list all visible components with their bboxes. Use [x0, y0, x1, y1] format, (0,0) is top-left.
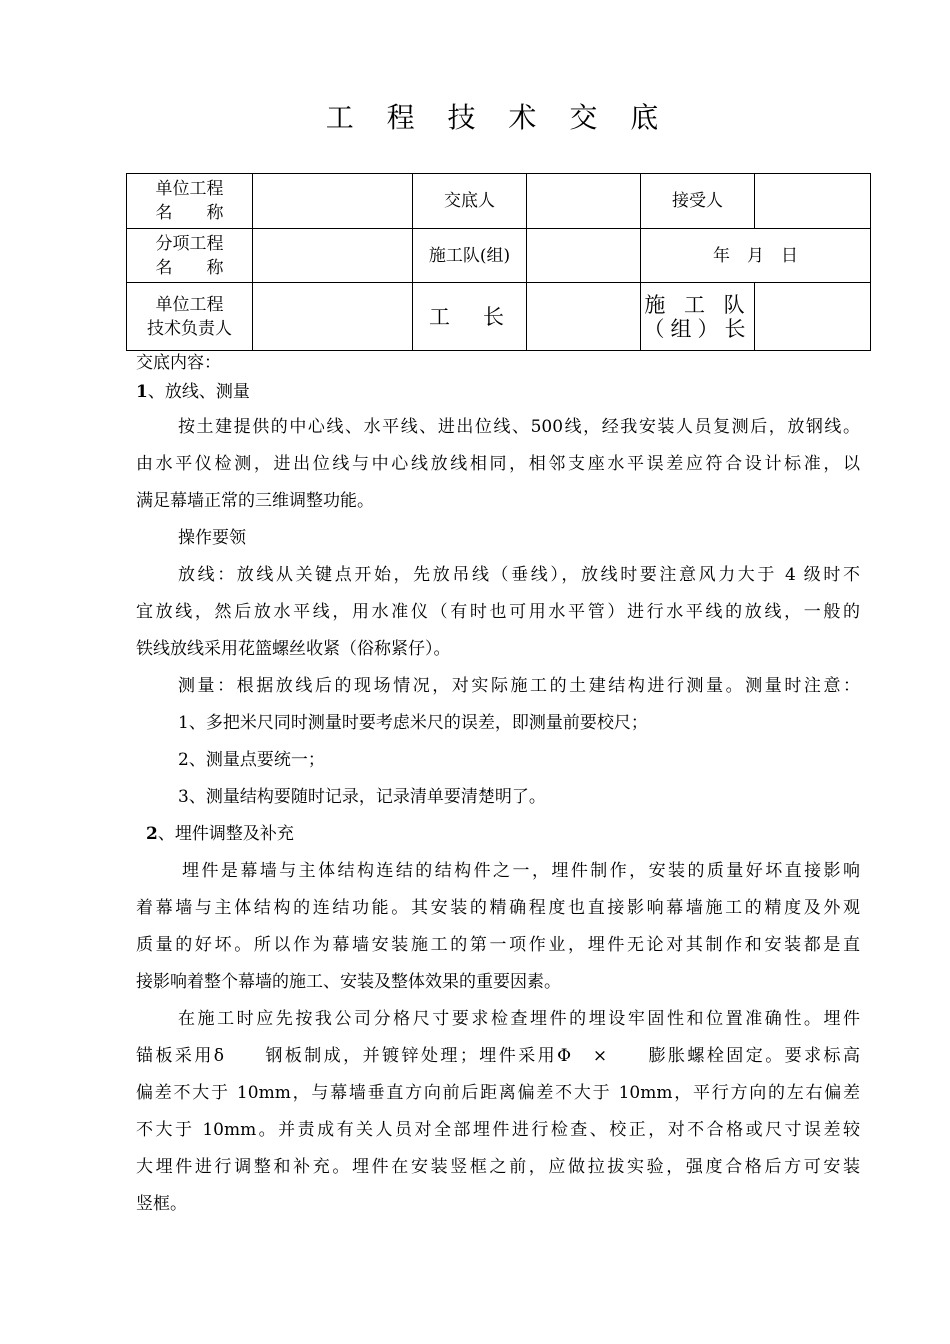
paragraph-line: 宜放线，然后放水平线，用水准仪（有时也可用水平管）进行水平线的放线，一般的	[136, 602, 860, 622]
table-row	[127, 283, 871, 351]
table-row	[127, 174, 871, 229]
receiver-value[interactable]	[755, 174, 871, 229]
header-table	[126, 173, 871, 351]
label-line: 分项工程	[155, 233, 224, 254]
construction-team-label: 施工队(组)	[413, 229, 527, 283]
technical-lead-value[interactable]	[253, 283, 413, 351]
presenter-value[interactable]	[527, 174, 641, 229]
paragraph-line: 满足幕墙正常的三维调整功能。	[136, 491, 374, 511]
sub-project-name-label	[127, 229, 253, 283]
paragraph-line: 竖框。	[136, 1194, 187, 1214]
section-title: 、放线、测量	[147, 382, 250, 402]
paragraph-line: 不大于 10mm。并责成有关人员对全部埋件进行检查、校正，对不合格或尺寸误差较	[136, 1120, 860, 1140]
label-line: 单位工程	[155, 294, 224, 315]
paragraph-line: 铁线放线采用花篮螺丝收紧（俗称紧仔）。	[136, 639, 451, 659]
section-title: 、埋件调整及补充	[157, 824, 294, 844]
team-leader-label	[641, 283, 755, 351]
paragraph-line: 大埋件进行调整和补充。埋件在安装竖框之前，应做拉拔实验，强度合格后方可安装	[136, 1157, 860, 1177]
label-line: 施 工 队	[644, 292, 751, 317]
list-item: 2、测量点要统一；	[178, 750, 325, 770]
paragraph-line: 着幕墙与主体结构的连结功能。其安装的精确程度也直接影响幕墙施工的精度及外观	[136, 898, 860, 918]
presenter-label: 交底人	[413, 174, 527, 229]
foreman-label: 工 长	[413, 283, 527, 351]
unit-project-name-label	[127, 174, 253, 229]
paragraph-line: 偏差不大于 10mm，与幕墙垂直方向前后距离偏差不大于 10mm，平行方向的左右偏差	[136, 1083, 860, 1103]
section-number: 1	[136, 382, 148, 402]
label-line: 技术负责人	[147, 318, 232, 339]
paragraph-line: 放线：放线从关键点开始，先放吊线（垂线），放线时要注意风力大于 4 级时不	[178, 565, 860, 585]
section-heading	[136, 816, 860, 853]
paragraph-line: 按土建提供的中心线、水平线、进出位线、500线，经我安装人员复测后，放钢线。	[178, 417, 860, 437]
label-line: 名 称	[155, 203, 224, 223]
list-item: 3、测量结构要随时记录，记录清单要清楚明了。	[178, 787, 546, 807]
receiver-label: 接受人	[641, 174, 755, 229]
content-label: 交底内容：	[136, 353, 221, 373]
page-title: 工 程 技 术 交 底	[325, 101, 671, 134]
table-row	[127, 229, 871, 283]
paragraph-line: 锚板采用δ 钢板制成，并镀锌处理；埋件采用Φ × 膨胀螺栓固定。要求标高	[136, 1046, 860, 1066]
label-line: 名 称	[155, 257, 224, 278]
team-leader-value[interactable]	[755, 283, 871, 351]
content-body	[136, 350, 860, 1223]
unit-project-name-value[interactable]	[253, 174, 413, 229]
technical-lead-label	[127, 283, 253, 351]
paragraph-line: 由水平仪检测，进出位线与中心线放线相同，相邻支座水平误差应符合设计标准，以	[136, 454, 860, 474]
date-field[interactable]: 年 月 日	[641, 229, 871, 283]
paragraph-line: 埋件是幕墙与主体结构连结的结构件之一，埋件制作，安装的质量好坏直接影响	[182, 861, 860, 881]
section-number: 2	[146, 824, 158, 844]
foreman-value[interactable]	[527, 283, 641, 351]
paragraph-line: 测量：根据放线后的现场情况，对实际施工的土建结构进行测量。测量时注意：	[178, 676, 860, 696]
paragraph-line: 质量的好坏。所以作为幕墙安装施工的第一项作业，埋件无论对其制作和安装都是直	[136, 935, 860, 955]
label-line: （组）长	[643, 316, 752, 341]
subsection-heading: 操作要领	[178, 528, 246, 548]
construction-team-value[interactable]	[527, 229, 641, 283]
sub-project-name-value[interactable]	[253, 229, 413, 283]
label-line: 单位工程	[155, 179, 224, 199]
list-item: 1、多把米尺同时测量时要考虑米尺的误差，即测量前要校尺；	[178, 713, 648, 733]
section-heading	[136, 376, 860, 409]
paragraph-line: 接影响着整个幕墙的施工、安装及整体效果的重要因素。	[136, 972, 561, 992]
paragraph-line: 在施工时应先按我公司分格尺寸要求检查埋件的埋设牢固性和位置准确性。埋件	[178, 1009, 860, 1029]
